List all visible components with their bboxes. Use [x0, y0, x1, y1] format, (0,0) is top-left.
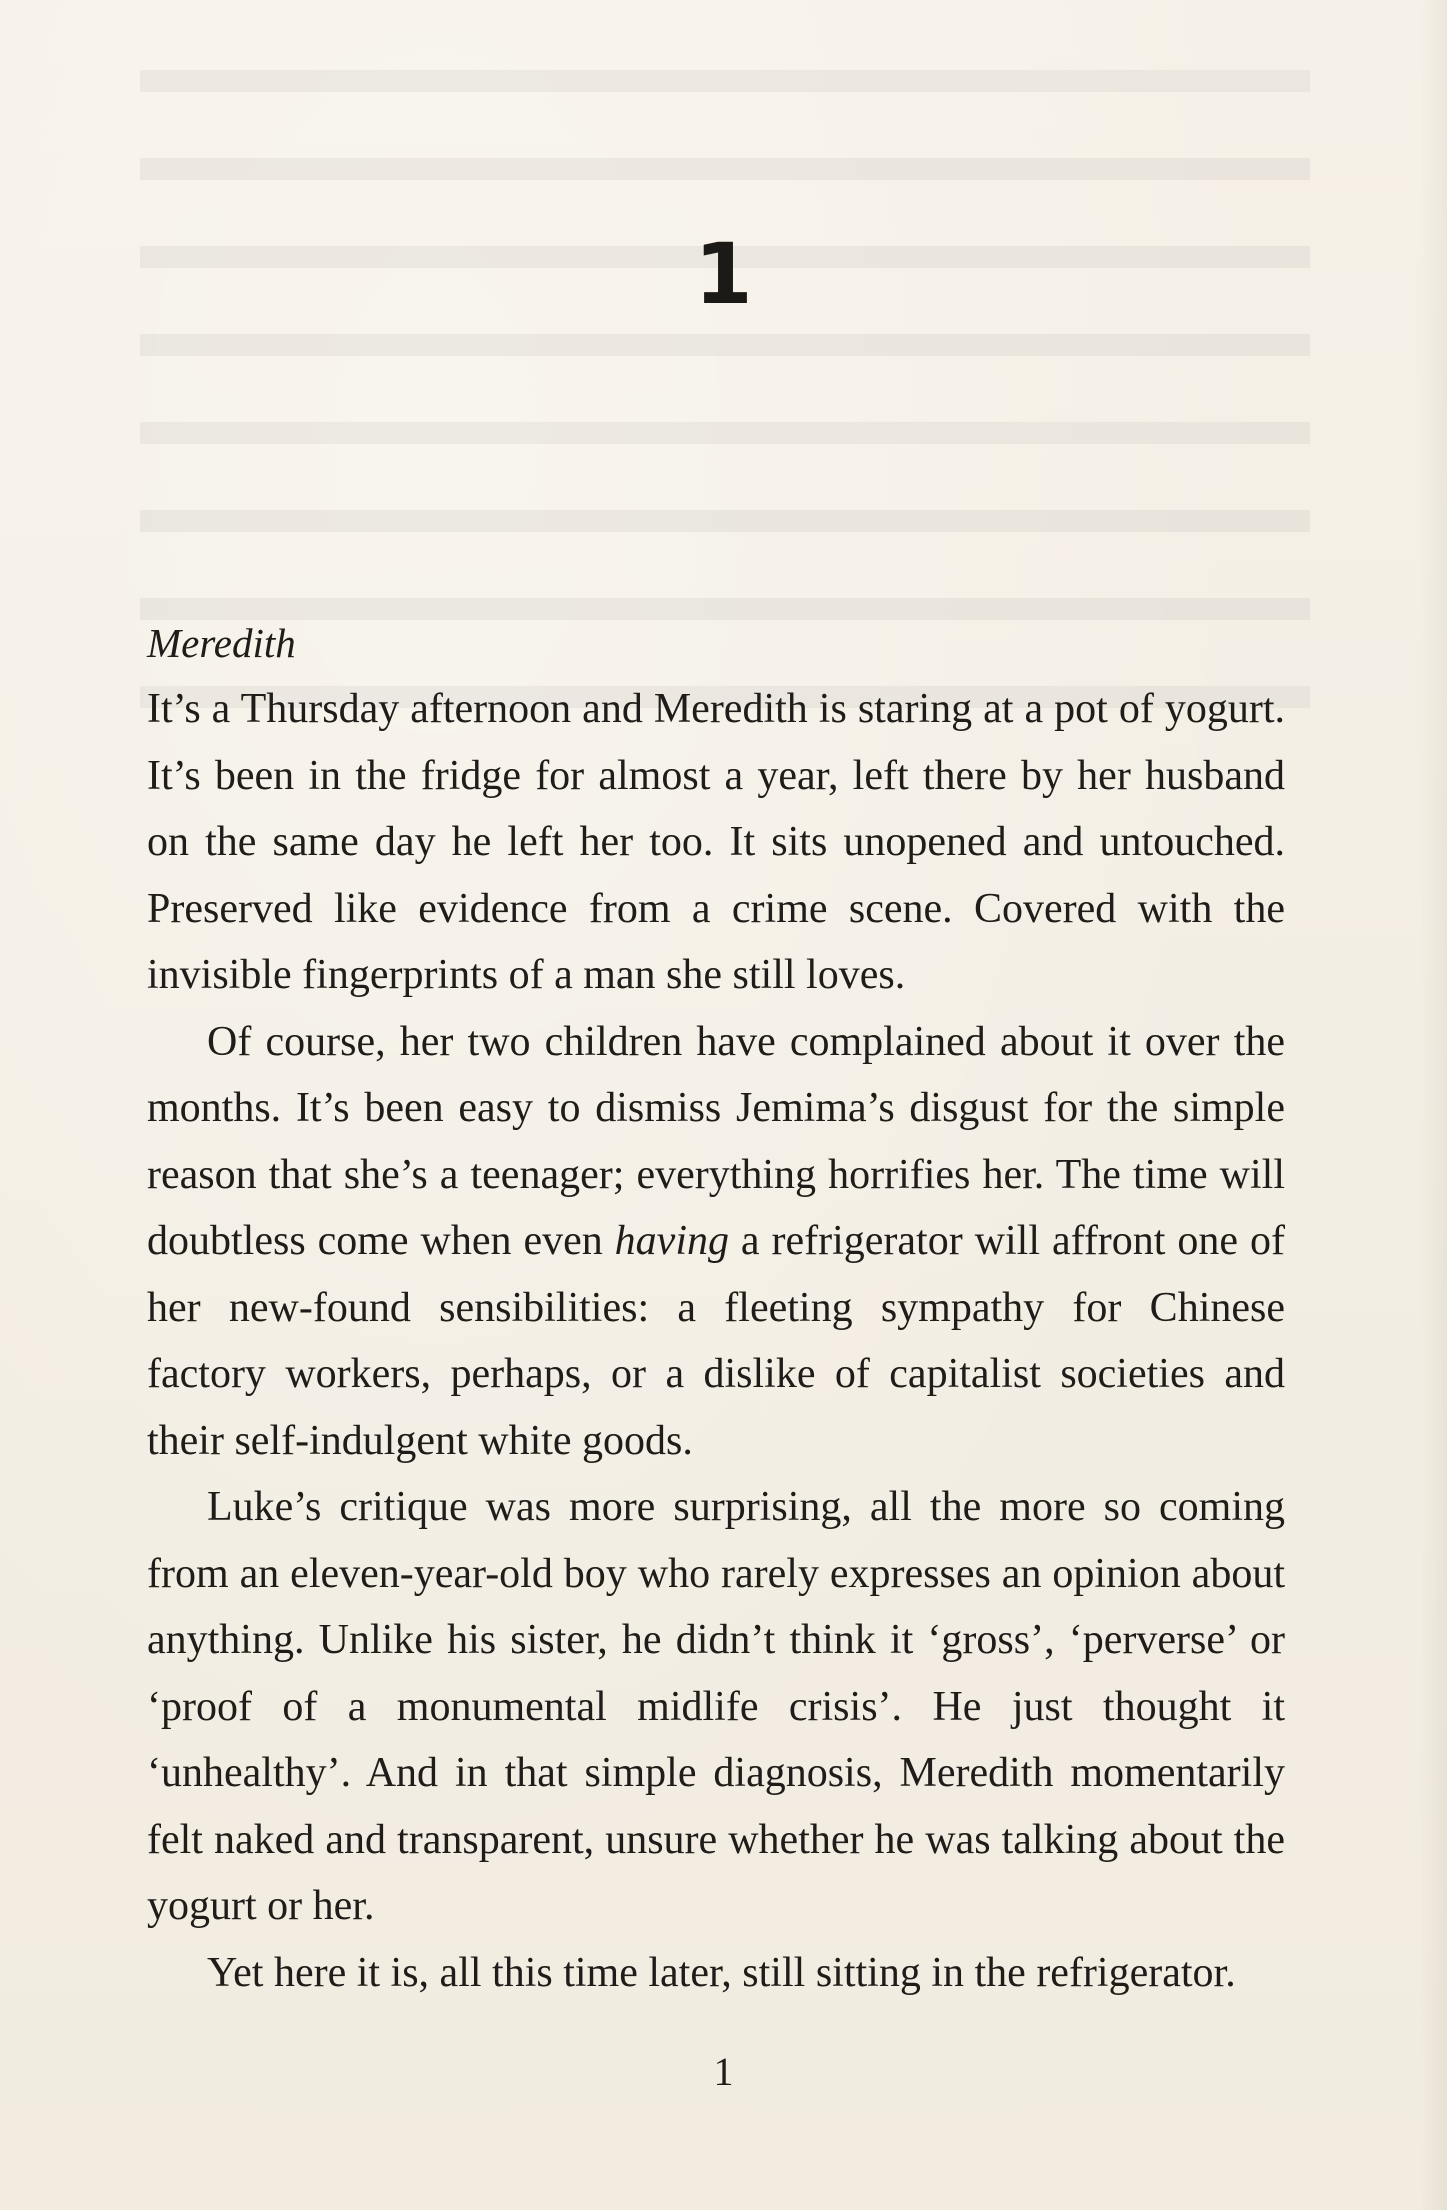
page-number: 1	[713, 2049, 734, 2094]
paragraph-3: Luke’s critique was more surprising, all the more so coming from an eleven-year-old boy who rarely expresses an opinion about anything. Unlike his sister, he didn’t think it ‘gross’, ‘perverse’ or ‘proof of a monumental midlife crisis’. He just thought it ‘unhealthy’. And in that simple diagnosis, Meredith momentarily felt naked and transparent, unsure whether he was talking about the yogurt or her.	[147, 1484, 1285, 1929]
paragraph-2-text-before: Of course, her two children have complained about it over the months. It’s been easy to dismiss Jemima’s disgust for the simple reason that she’s a teenager; everything horrifies her. The time will doubtless come when even	[147, 1018, 1285, 1264]
paragraph-2	[147, 1009, 1285, 1475]
chapter-body-text	[147, 676, 1285, 2006]
paragraph-2-emphasis: having	[614, 1218, 729, 1264]
bleed-through-text-decoration	[140, 70, 1310, 610]
paragraph-4: Yet here it is, all this time later, still sitting in the refrigerator.	[207, 1949, 1236, 1996]
page-edge-shadow	[1420, 0, 1447, 2210]
chapter-number: 1	[694, 225, 753, 323]
paragraph-2-text-after: a refrigerator will affront one of her new-found sensibilities: a fleeting sympathy for Chinese factory workers, perhaps, or a dislike of capitalist societies and their self-indulgent white goods.	[147, 1218, 1285, 1464]
paragraph-1: It’s a Thursday afternoon and Meredith is staring at a pot of yogurt. It’s been in the fridge for almost a year, left there by her husband on the same day he left her too. It sits unopened and untouched. Preserved like evidence from a crime scene. Covered with the invisible fingerprints of a man she still loves.	[147, 686, 1285, 998]
character-name-heading: Meredith	[147, 620, 296, 666]
